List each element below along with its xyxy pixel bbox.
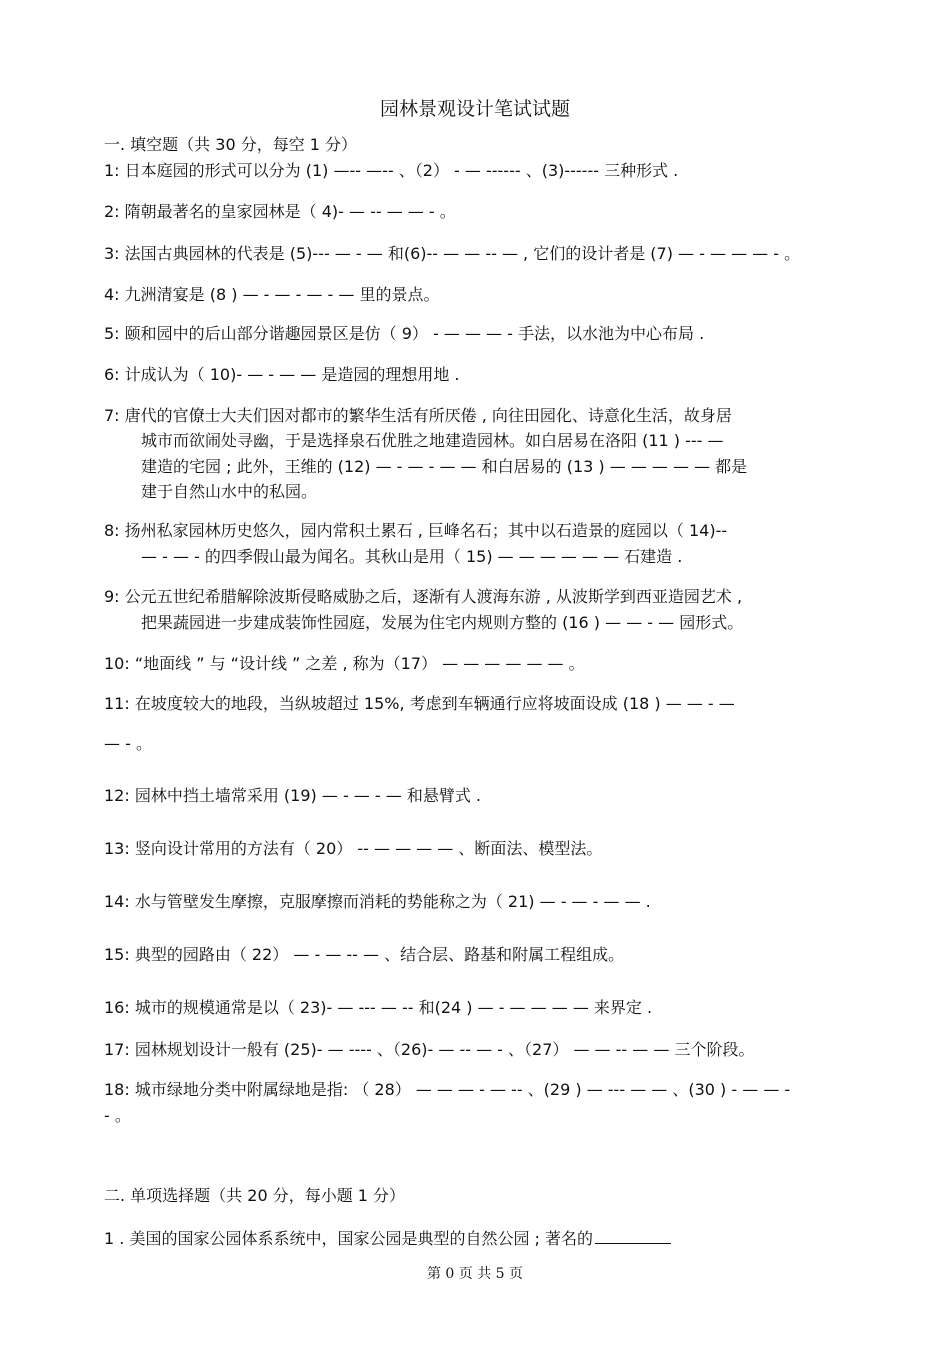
- question-14: 14: 水与管壁发生摩擦，克服摩擦而消耗的势能称之为（ 21) — - — - — — .: [104, 892, 651, 911]
- section-heading-single-choice: 二. 单项选择题（共 20 分，每小题 1 分）: [104, 1186, 406, 1205]
- question-15: 15: 典型的园路由（ 22） — - — -- — 、结合层、路基和附属工程组成。: [104, 945, 625, 964]
- question-16: 16: 城市的规模通常是以（ 23)- — --- — -- 和(24 ) — - — — — — 来界定 .: [104, 998, 653, 1017]
- section-heading-fill-in: 一. 填空题（共 30 分，每空 1 分）: [104, 135, 358, 154]
- question-6: 6: 计成认为（ 10)- — - — — 是造园的理想用地 .: [104, 365, 460, 384]
- document-title: 园林景观设计笔试试题: [379, 98, 570, 120]
- question-17: 17: 园林规划设计一般有 (25)- — ---- 、（26)- — -- — - 、（27） — — -- — — 三个阶段。: [104, 1040, 755, 1059]
- question-18-line-1: 18: 城市绿地分类中附属绿地是指: （ 28） — — — - — -- 、(29 ) — --- — — 、(30 ) - — — -: [104, 1080, 791, 1099]
- choice-question-1: [104, 1227, 864, 1251]
- question-12: 12: 园林中挡土墙常采用 (19) — - — - — 和悬臂式 .: [104, 786, 482, 805]
- question-1: 1: 日本庭园的形式可以分为 (1) —-- —-- 、（2） - — ------ 、(3)------ 三种形式 .: [104, 161, 679, 180]
- question-2: 2: 隋朝最著名的皇家园林是（ 4)- — -- — — - 。: [104, 202, 456, 221]
- question-7-line-2: 城市而欲闹处寻幽，于是选择泉石优胜之地建造园林。如白居易在洛阳 (11 ) --- —: [141, 431, 724, 450]
- question-7-line-1: 7: 唐代的官僚士大夫们因对都市的繁华生活有所厌倦 , 向往田园化、诗意化生活，故身居: [104, 406, 732, 425]
- question-4: 4: 九洲清宴是 (8 ) — - — - — - — 里的景点。: [104, 285, 440, 304]
- question-7-line-4: 建于自然山水中的私园。: [141, 482, 318, 501]
- answer-blank: [595, 1227, 671, 1244]
- question-9-line-2: 把果蔬园进一步建成装饰性园庭，发展为住宅内规则方整的 (16 ) — — - — 园形式。: [141, 613, 744, 632]
- question-13: 13: 竖向设计常用的方法有（ 20） -- — — — — 、断面法、模型法。: [104, 839, 603, 858]
- question-5: 5: 颐和园中的后山部分谐趣园景区是仿（ 9） - — — — - 手法，以水池为中心布局 .: [104, 324, 705, 343]
- page-footer: 第 0 页 共 5 页: [426, 1266, 524, 1282]
- question-11-line-1: 11: 在坡度较大的地段，当纵坡超过 15%, 考虑到车辆通行应将坡面设成 (18 ) — — - —: [104, 694, 735, 713]
- question-8-line-1: 8: 扬州私家园林历史悠久，园内常积土累石 , 巨峰名石；其中以石造景的庭园以（ 14)--: [104, 521, 728, 540]
- choice-question-1-text: 1 . 美国的国家公园体系系统中，国家公园是典型的自然公园 ; 著名的: [104, 1229, 594, 1248]
- question-7-line-3: 建造的宅园 ; 此外，王维的 (12) — - — - — — 和白居易的 (13 ) — — — — — 都是: [141, 457, 748, 476]
- question-18-line-2: - 。: [104, 1106, 131, 1125]
- question-3: 3: 法国古典园林的代表是 (5)--- — - — 和(6)-- — — -- — , 它们的设计者是 (7) — - — — — - 。: [104, 244, 801, 263]
- question-8-line-2: — - — - 的四季假山最为闻名。其秋山是用（ 15) — — — — — — 石建造 .: [141, 547, 683, 566]
- question-10: 10: “地面线 ” 与 “设计线 ” 之差 , 称为（17） — — — — — — 。: [104, 654, 585, 673]
- question-9-line-1: 9: 公元五世纪希腊解除波斯侵略威胁之后，逐渐有人渡海东游 , 从波斯学到西亚造园艺术 ,: [104, 587, 743, 606]
- question-11-line-2: — - 。: [104, 734, 152, 753]
